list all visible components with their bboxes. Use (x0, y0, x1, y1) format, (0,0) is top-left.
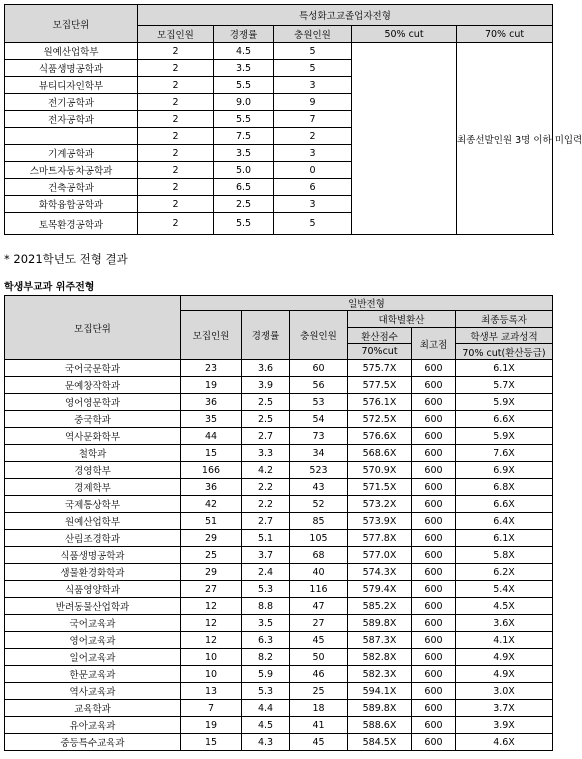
table-cell: 2 (138, 145, 214, 162)
table-cell: 44 (181, 428, 242, 445)
table-cell: 3 (274, 196, 352, 213)
table-cell: 585.2X (348, 598, 412, 615)
table-row (5, 717, 553, 734)
table-cell: 23 (181, 360, 242, 377)
table-cell: 2 (138, 77, 214, 94)
col-header-recruit: 모집인원 (138, 26, 214, 43)
table-row (5, 428, 553, 445)
table-cell: 스마트자동차공학과 (5, 162, 138, 179)
table-cell: 4.1X (456, 632, 553, 649)
table-cell: 영어영문학과 (5, 394, 181, 411)
table-cell: 51 (181, 513, 242, 530)
table-cell: 34 (290, 445, 348, 462)
table-cell: 7 (274, 111, 352, 128)
table-cell: 원예산업학부 (5, 513, 181, 530)
table-cell: 5.0 (214, 162, 274, 179)
col-header-max: 최고점 (412, 328, 456, 360)
table-cell: 3.9 (242, 377, 290, 394)
table-cell: 2 (138, 196, 214, 213)
col-header-score-2: 70%cut (348, 344, 412, 360)
table-cell: 577.8X (348, 530, 412, 547)
table-cell: 600 (412, 615, 456, 632)
col-header-competition: 경쟁률 (214, 26, 274, 43)
table-cell: 27 (290, 615, 348, 632)
table-cell: 577.0X (348, 547, 412, 564)
col-header-fill: 충원인원 (274, 26, 352, 43)
table-cell: 53 (290, 394, 348, 411)
table-cell: 6.8X (456, 479, 553, 496)
table-cell: 2.5 (214, 196, 274, 213)
table-cell: 589.8X (348, 615, 412, 632)
table-cell: 2 (138, 128, 214, 145)
table-row (5, 734, 553, 751)
table-row (5, 632, 553, 649)
table-cell: 5.5 (214, 111, 274, 128)
table-cell: 국어교육과 (5, 615, 181, 632)
table-cell: 5.9X (456, 394, 553, 411)
table-cell: 12 (181, 632, 242, 649)
table-cell: 전기공학과 (5, 94, 138, 111)
col-header-competition: 경쟁률 (242, 311, 290, 360)
table-cell: 584.5X (348, 734, 412, 751)
table-cell (5, 128, 138, 145)
table-cell: 600 (412, 394, 456, 411)
table-cell: 7.6X (456, 445, 553, 462)
table-cell: 6.5 (214, 179, 274, 196)
col-header-final-3: 70% cut(환산등급) (456, 344, 553, 360)
table-cell: 600 (412, 428, 456, 445)
table-cell: 5 (274, 213, 352, 235)
table-cell: 56 (290, 377, 348, 394)
table-cell: 6.2X (456, 564, 553, 581)
table-cell: 27 (181, 581, 242, 598)
table-cell: 2 (138, 94, 214, 111)
table-cell: 15 (181, 734, 242, 751)
table-cell: 9.0 (214, 94, 274, 111)
table-cell: 2.4 (242, 564, 290, 581)
table-cell: 경영학부 (5, 462, 181, 479)
table-cell: 25 (290, 683, 348, 700)
table-cell: 4.5X (456, 598, 553, 615)
table-cell: 42 (181, 496, 242, 513)
table-cell: 5.8X (456, 547, 553, 564)
table-row (5, 547, 553, 564)
table-cell: 한문교육과 (5, 666, 181, 683)
table-cell: 46 (290, 666, 348, 683)
table-row (5, 649, 553, 666)
table-cell: 국제통상학부 (5, 496, 181, 513)
table-cell: 600 (412, 717, 456, 734)
table-cell: 600 (412, 564, 456, 581)
table-cell: 교육학과 (5, 700, 181, 717)
table-cell: 582.8X (348, 649, 412, 666)
table-row (5, 445, 553, 462)
table-cell: 600 (412, 581, 456, 598)
table-cell: 3.6X (456, 615, 553, 632)
table-cell: 철학과 (5, 445, 181, 462)
table-row (5, 581, 553, 598)
table-cell: 577.5X (348, 377, 412, 394)
table-cell: 600 (412, 547, 456, 564)
table-cell: 116 (290, 581, 348, 598)
table-row (5, 615, 553, 632)
table-cell: 2 (138, 60, 214, 77)
table-cell: 역사교육과 (5, 683, 181, 700)
table-row (5, 360, 553, 377)
table-cell: 12 (181, 615, 242, 632)
table-cell: 3 (274, 77, 352, 94)
group-header: 일반전형 (181, 296, 553, 311)
table-cell: 3.5 (214, 60, 274, 77)
table-cell: 3.5 (242, 615, 290, 632)
table-cell: 45 (290, 734, 348, 751)
table-row (5, 411, 553, 428)
col-header-univ-conversion: 대학별환산 (348, 311, 456, 328)
table-cell: 2 (274, 128, 352, 145)
table-cell: 2 (138, 111, 214, 128)
table-cell: 3.9X (456, 717, 553, 734)
table-row (5, 462, 553, 479)
table-row (5, 598, 553, 615)
table-cell: 68 (290, 547, 348, 564)
table-row (5, 666, 553, 683)
table-cell: 생물환경화학과 (5, 564, 181, 581)
col-header-unit: 모집단위 (5, 296, 181, 360)
table-cell: 산림조경학과 (5, 530, 181, 547)
table-cell: 10 (181, 666, 242, 683)
table-cell: 600 (412, 649, 456, 666)
table-cell: 600 (412, 598, 456, 615)
table-row (5, 377, 553, 394)
table-cell: 594.1X (348, 683, 412, 700)
table-cell: 579.4X (348, 581, 412, 598)
table-cell: 600 (412, 734, 456, 751)
table-cell: 건축공학과 (5, 179, 138, 196)
table-cell: 600 (412, 700, 456, 717)
table-row (5, 564, 553, 581)
table-cell: 600 (412, 377, 456, 394)
table-cell: 25 (181, 547, 242, 564)
table-general-admission (4, 295, 553, 751)
table-row (5, 530, 553, 547)
table-cell: 일어교육과 (5, 649, 181, 666)
table-cell: 52 (290, 496, 348, 513)
col-header-cut50: 50% cut (352, 26, 457, 43)
table-cell: 43 (290, 479, 348, 496)
table-cell: 8.8 (242, 598, 290, 615)
table-cell: 식품생명공학과 (5, 547, 181, 564)
table-cell: 4.2 (242, 462, 290, 479)
table-cell: 4.9X (456, 666, 553, 683)
table-cell: 19 (181, 717, 242, 734)
section-title: * 2021학년도 전형 결과 (4, 252, 128, 266)
table-cell: 4.5 (214, 43, 274, 60)
table-cell: 3.7 (242, 547, 290, 564)
table-cell: 5.9X (456, 428, 553, 445)
table-cell: 166 (181, 462, 242, 479)
table-cell: 571.5X (348, 479, 412, 496)
table-row (5, 513, 553, 530)
table-cell: 588.6X (348, 717, 412, 734)
table-cell: 4.9X (456, 649, 553, 666)
col-header-fill: 충원인원 (290, 311, 348, 360)
table-cell: 4.4 (242, 700, 290, 717)
table-cell: 5.9 (242, 666, 290, 683)
table-cell: 역사문화학부 (5, 428, 181, 445)
group-header: 특성화고교졸업자전형 (138, 5, 553, 26)
table-cell: 6.9X (456, 462, 553, 479)
table-cell: 4.3 (242, 734, 290, 751)
table-cell: 36 (181, 394, 242, 411)
table-cell: 573.9X (348, 513, 412, 530)
table-cell: 13 (181, 683, 242, 700)
table-cell: 전자공학과 (5, 111, 138, 128)
table-cell: 0 (274, 162, 352, 179)
table-cell: 105 (290, 530, 348, 547)
table-cell: 18 (290, 700, 348, 717)
table-cell: 600 (412, 513, 456, 530)
table-cell (352, 43, 457, 235)
table-row (5, 683, 553, 700)
table-cell: 원예산업학부 (5, 43, 138, 60)
table-cell: 6.1X (456, 360, 553, 377)
table-cell: 60 (290, 360, 348, 377)
table-cell: 12 (181, 598, 242, 615)
table-cell: 8.2 (242, 649, 290, 666)
table-cell: 2.7 (242, 428, 290, 445)
section-subtitle: 학생부교과 위주전형 (4, 282, 95, 293)
table-cell: 2.7 (242, 513, 290, 530)
table-cell: 523 (290, 462, 348, 479)
table-cell: 2 (138, 43, 214, 60)
table-row (5, 496, 553, 513)
note-cell: 최종선발인원 3명 이하 미입력 (457, 43, 553, 235)
table-cell: 2.5 (242, 411, 290, 428)
table-cell: 29 (181, 530, 242, 547)
table-cell: 600 (412, 462, 456, 479)
table-cell: 6.6X (456, 496, 553, 513)
col-header-cut70: 70% cut (457, 26, 553, 43)
table-cell: 2 (138, 179, 214, 196)
table-cell: 영어교육과 (5, 632, 181, 649)
col-header-final-2: 학생부 교과성적 (456, 328, 553, 344)
table-cell: 중국학과 (5, 411, 181, 428)
table-cell: 화학융합공학과 (5, 196, 138, 213)
table-cell: 5.1 (242, 530, 290, 547)
table-cell: 29 (181, 564, 242, 581)
table-cell: 4.5 (242, 717, 290, 734)
table-cell: 국어국문학과 (5, 360, 181, 377)
table-cell: 575.7X (348, 360, 412, 377)
table-cell: 6 (274, 179, 352, 196)
table-cell: 5.3 (242, 581, 290, 598)
table-cell: 6.6X (456, 411, 553, 428)
table-cell: 50 (290, 649, 348, 666)
table-cell: 유아교육과 (5, 717, 181, 734)
table-cell: 3 (274, 145, 352, 162)
table-cell: 600 (412, 479, 456, 496)
table-cell: 600 (412, 683, 456, 700)
table-cell: 36 (181, 479, 242, 496)
table-cell: 뷰티디자인학부 (5, 77, 138, 94)
table-cell: 576.6X (348, 428, 412, 445)
table-row (5, 43, 553, 60)
table-cell: 570.9X (348, 462, 412, 479)
table-cell: 3.7X (456, 700, 553, 717)
table-cell: 3.5 (214, 145, 274, 162)
table-cell: 19 (181, 377, 242, 394)
table-cell: 54 (290, 411, 348, 428)
table-cell: 73 (290, 428, 348, 445)
table-cell: 10 (181, 649, 242, 666)
table-cell: 587.3X (348, 632, 412, 649)
table-cell: 6.3 (242, 632, 290, 649)
table-cell: 2.2 (242, 479, 290, 496)
table-cell: 85 (290, 513, 348, 530)
table-cell: 572.5X (348, 411, 412, 428)
table-cell: 경제학부 (5, 479, 181, 496)
table-cell: 45 (290, 632, 348, 649)
col-header-score-1: 환산점수 (348, 328, 412, 344)
table-row (5, 394, 553, 411)
table-cell: 600 (412, 632, 456, 649)
table-cell: 582.3X (348, 666, 412, 683)
table-cell: 6.4X (456, 513, 553, 530)
table-cell: 41 (290, 717, 348, 734)
table-cell: 568.6X (348, 445, 412, 462)
table-cell: 589.8X (348, 700, 412, 717)
table-cell: 3.3 (242, 445, 290, 462)
table-row (5, 700, 553, 717)
table-cell: 600 (412, 445, 456, 462)
table-cell: 반려동물산업학과 (5, 598, 181, 615)
col-header-unit: 모집단위 (5, 5, 138, 43)
col-header-final-1: 최종등록자 (456, 311, 553, 328)
table-cell: 3.0X (456, 683, 553, 700)
table-special-vocational (4, 4, 582, 235)
table-cell: 15 (181, 445, 242, 462)
table-cell: 600 (412, 360, 456, 377)
table-cell: 47 (290, 598, 348, 615)
table-cell: 5.5 (214, 77, 274, 94)
table-cell: 574.3X (348, 564, 412, 581)
table-cell: 2 (138, 213, 214, 235)
table-cell: 7 (181, 700, 242, 717)
table-cell: 6.1X (456, 530, 553, 547)
table-cell: 2.5 (242, 394, 290, 411)
table-cell: 9 (274, 94, 352, 111)
table-cell: 600 (412, 530, 456, 547)
table-cell: 4.6X (456, 734, 553, 751)
table-cell: 2 (138, 162, 214, 179)
table-cell: 5 (274, 43, 352, 60)
col-header-recruit: 모집인원 (181, 311, 242, 360)
table-cell: 40 (290, 564, 348, 581)
table-cell: 600 (412, 496, 456, 513)
table-cell: 토목환경공학과 (5, 213, 138, 235)
table-cell: 문예창작학과 (5, 377, 181, 394)
table-cell: 식품영양학과 (5, 581, 181, 598)
table-cell: 35 (181, 411, 242, 428)
table-cell: 7.5 (214, 128, 274, 145)
table-cell: 5.4X (456, 581, 553, 598)
table-cell: 5.3 (242, 683, 290, 700)
table-cell: 중등특수교육과 (5, 734, 181, 751)
table-cell: 600 (412, 666, 456, 683)
table-cell: 5.5 (214, 213, 274, 235)
table-cell: 5.7X (456, 377, 553, 394)
table-cell: 576.1X (348, 394, 412, 411)
table-cell: 2.2 (242, 496, 290, 513)
table-cell: 600 (412, 411, 456, 428)
table-cell: 3.6 (242, 360, 290, 377)
table-cell: 기계공학과 (5, 145, 138, 162)
table-row (5, 479, 553, 496)
table-cell: 식품생명공학과 (5, 60, 138, 77)
table-cell: 5 (274, 60, 352, 77)
table-cell: 573.2X (348, 496, 412, 513)
